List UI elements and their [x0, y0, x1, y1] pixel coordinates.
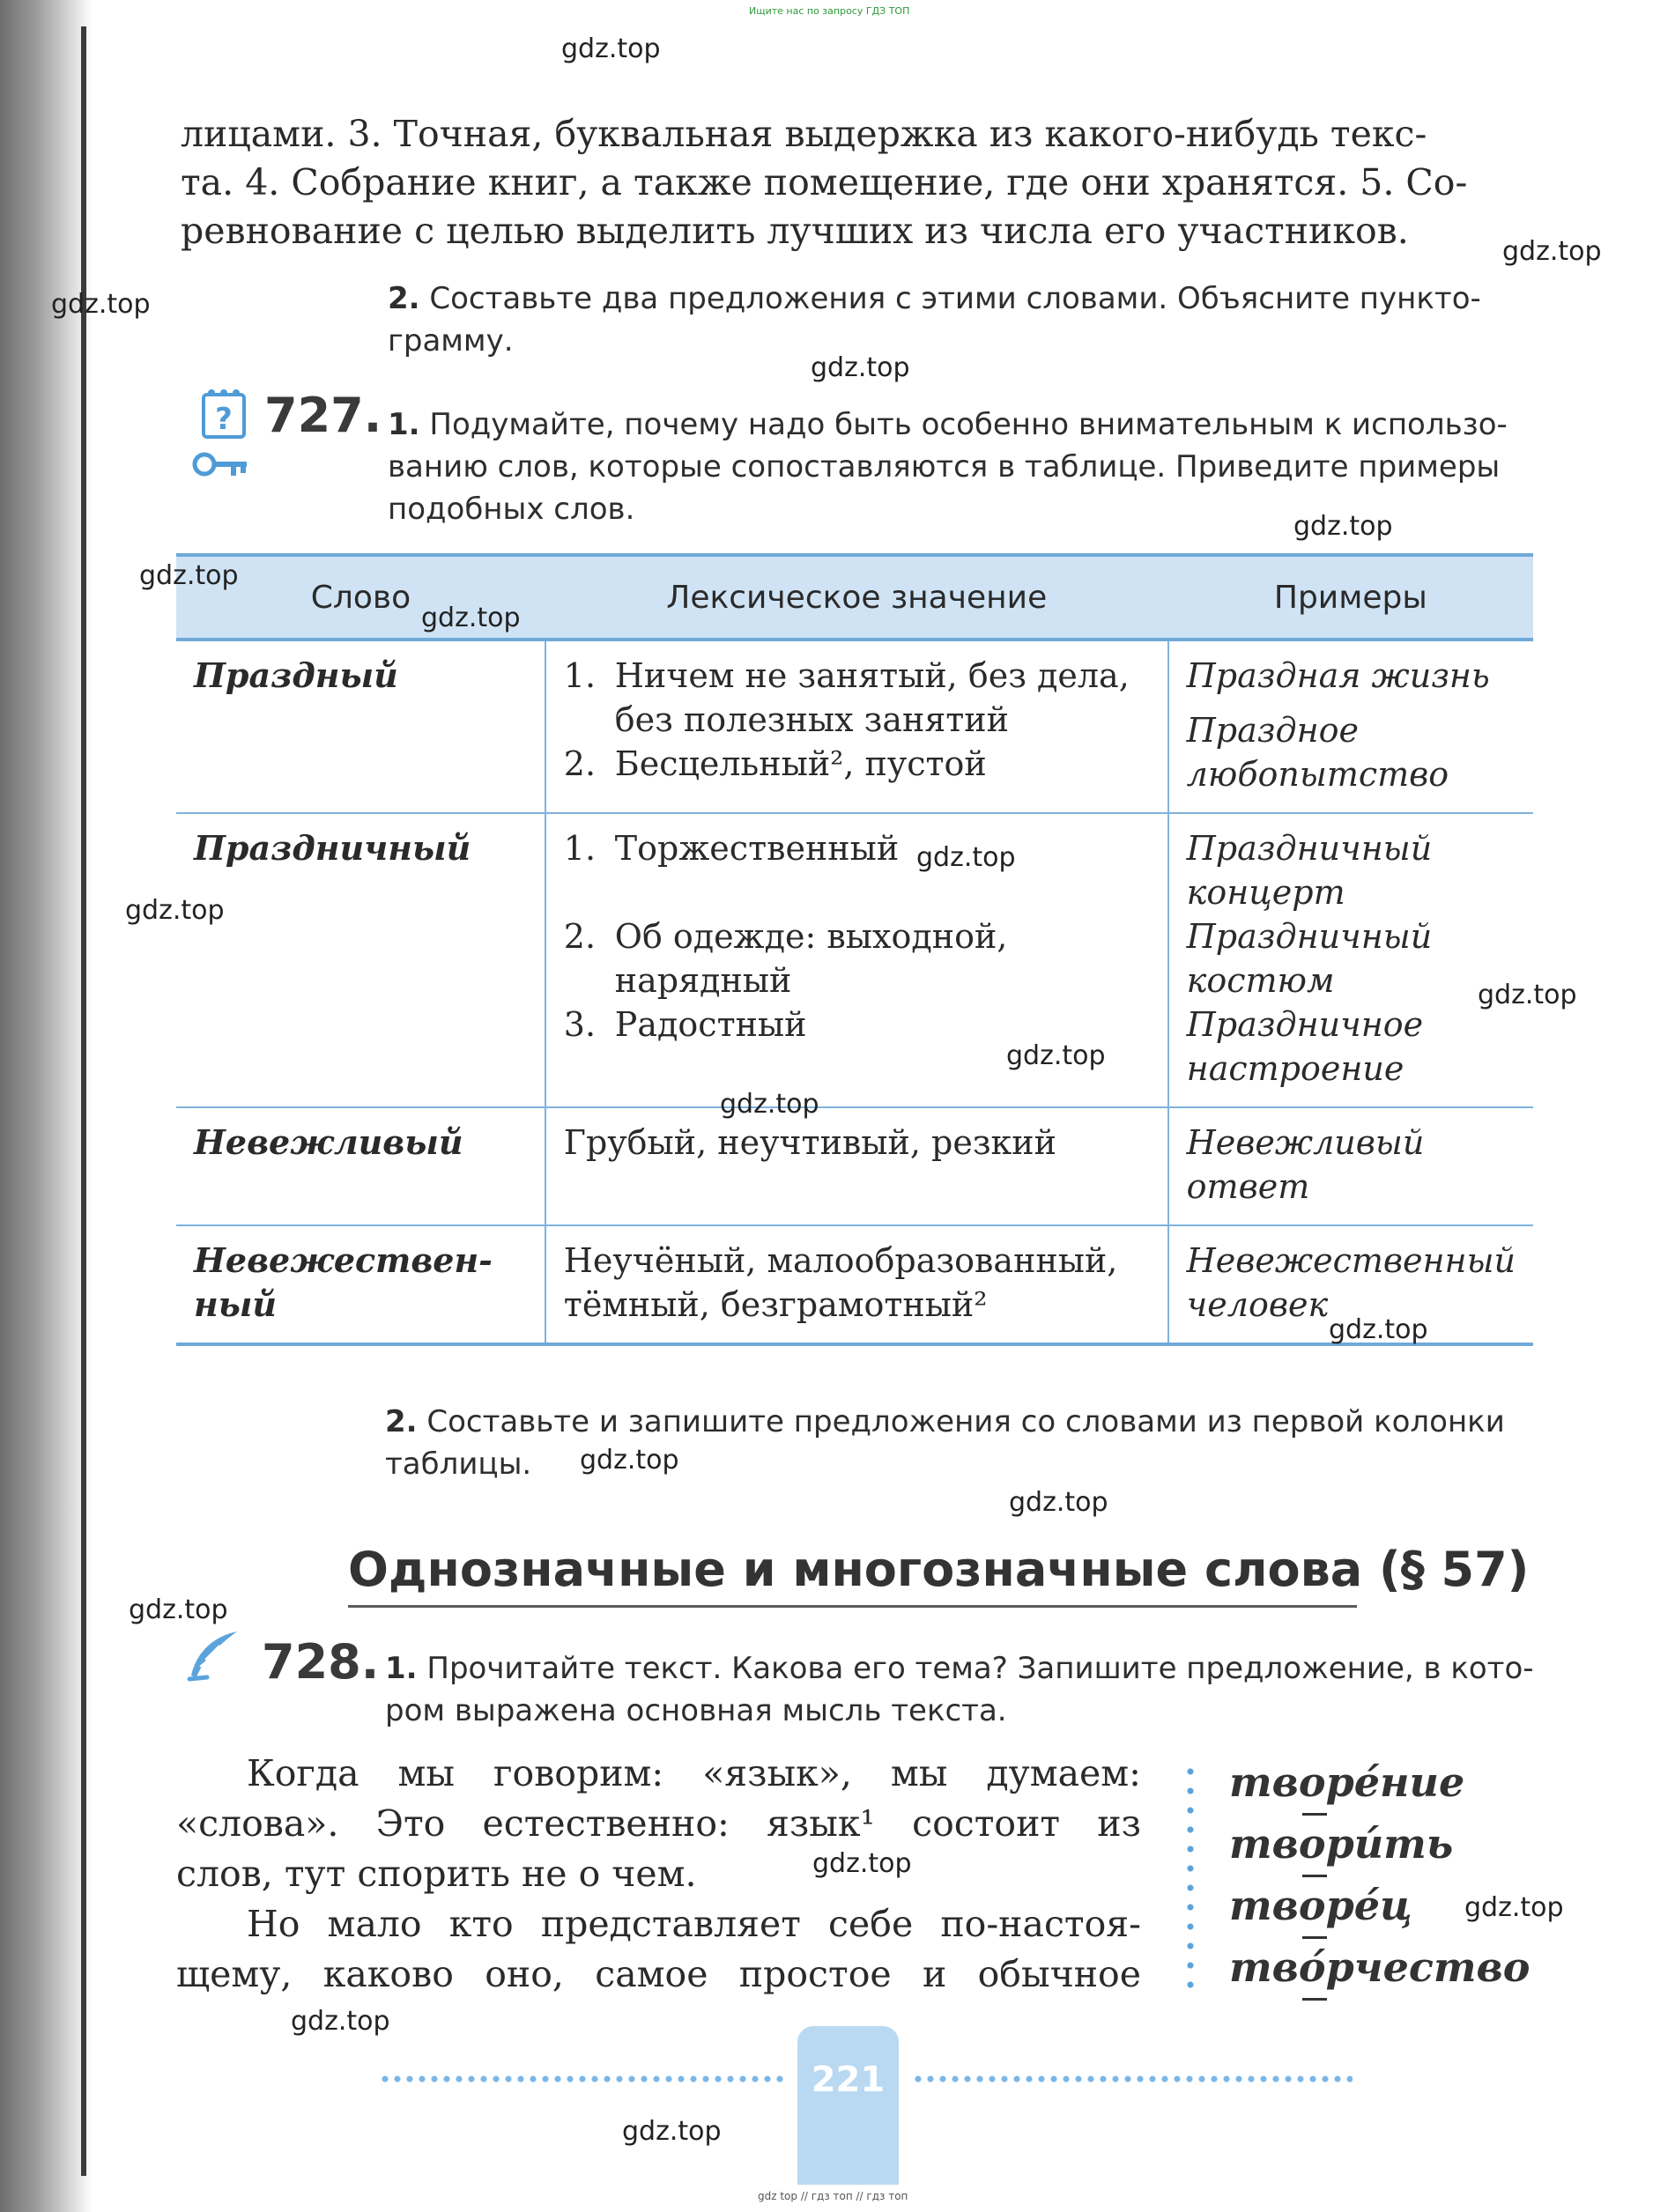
quill-pen-icon [181, 1628, 242, 1693]
watermark: gdz.top [720, 1089, 819, 1120]
table-header-row [176, 555, 1533, 640]
watermark: gdz.top [125, 895, 225, 926]
example-line: концерт [1186, 873, 1345, 912]
cell-examples [1168, 1107, 1533, 1225]
cell-examples [1168, 640, 1533, 813]
meaning-line: Грубый, неучтивый, резкий [563, 1123, 1056, 1162]
word-form: твори́ть [1229, 1820, 1454, 1868]
text-line: «слова». Это естественно: язык¹ состоит из [176, 1802, 1141, 1845]
svg-text:?: ? [215, 402, 233, 437]
example-line: любопытство [1186, 755, 1449, 794]
root-underline [1302, 1813, 1327, 1816]
watermark: gdz.top [1006, 1040, 1106, 1071]
watermark: gdz.top [129, 1594, 228, 1625]
example-line: Праздничный [1186, 917, 1433, 956]
cell-word: Невежливый [176, 1107, 545, 1225]
meaning-number: 3. [563, 1005, 597, 1044]
text-line: щему, каково оно, самое простое и обычное [176, 1953, 1141, 1995]
page-number-tab [797, 2026, 899, 2185]
meaning-line: тёмный, безграмотный² [563, 1285, 988, 1324]
cell-word [176, 1225, 545, 1344]
watermark: gdz.top [622, 2116, 722, 2147]
example-line: ответ [1186, 1167, 1310, 1206]
watermark: gdz.top [580, 1445, 679, 1476]
meaning-number: 1. [563, 656, 597, 695]
task-number: 2. [385, 1404, 418, 1439]
root-underline [1302, 1998, 1327, 2001]
book-spine-edge [81, 26, 86, 2176]
table-row [176, 1107, 1533, 1225]
meaning-line: Об одежде: выходной, [614, 917, 1008, 956]
watermark: gdz.top [139, 560, 239, 591]
task-line: Прочитайте текст. Какова его тема? Запишите предложение, в кото- [426, 1651, 1534, 1686]
task-line: ром выражена основная мысль текста. [385, 1693, 1007, 1728]
task-number: 2. [388, 281, 420, 316]
search-hint: Ищите нас по запросу ГДЗ ТОП [749, 5, 910, 17]
task-number: 1. [385, 1651, 418, 1686]
footer-dots-left [379, 2075, 789, 2083]
word-form: творе́ц [1229, 1882, 1412, 1929]
cell-meaning [545, 1225, 1168, 1344]
example-line: Праздная жизнь [1186, 656, 1490, 695]
exercise-727-number: 727. [264, 388, 382, 443]
word-meaning-table [176, 553, 1533, 1346]
meaning-line: нарядный [614, 961, 792, 1000]
intro-line: лицами. 3. Точная, буквальная выдержка из какого-нибудь текс- [181, 113, 1427, 155]
text-line: Но мало кто представляет себе по-настоя- [247, 1903, 1141, 1945]
task-line: Составьте и запишите предложения со словами из первой колонки [426, 1404, 1505, 1439]
watermark: gdz.top [1464, 1892, 1564, 1923]
watermark: gdz.top [1502, 236, 1602, 267]
meaning-line: Бесцельный², пустой [614, 744, 987, 783]
task-line: Подумайте, почему надо быть особенно внимательным к использо- [429, 407, 1508, 442]
section-title: Однозначные и многозначные слова (§ 57) [348, 1542, 1530, 1597]
watermark: gdz.top [291, 2006, 390, 2037]
watermark: gdz.top [421, 603, 521, 633]
meaning-line: без полезных занятий [614, 700, 1009, 739]
meaning-number: 2. [563, 917, 597, 956]
text-line: слов, тут спорить не о чем. [176, 1853, 697, 1895]
meaning-line: Неучёный, малообразованный, [563, 1241, 1118, 1280]
cell-meaning [545, 1107, 1168, 1225]
root-underline [1302, 1936, 1327, 1939]
example-line: Праздничное [1186, 1005, 1424, 1044]
cell-word: Праздный [176, 640, 545, 813]
meaning-line: Ничем не занятый, без дела, [614, 656, 1130, 695]
task-line: Составьте два предложения с этими словами. Объясните пункто- [429, 281, 1481, 316]
intro-paragraph [181, 110, 1546, 255]
watermark: gdz.top [561, 33, 661, 64]
text-line: Когда мы говорим: «язык», мы думаем: [247, 1752, 1141, 1794]
task-line: грамму. [388, 323, 514, 359]
intro-line: та. 4. Собрание книг, а также помещение, где они хранятся. 5. Со- [181, 161, 1468, 203]
watermark: gdz.top [51, 289, 151, 320]
footer-hint: gdz top // гдз топ // гдз топ [758, 2190, 908, 2202]
header-examples: Примеры [1168, 555, 1533, 640]
header-word: Слово [176, 555, 545, 640]
cell-examples [1168, 813, 1533, 1107]
table-row [176, 813, 1533, 1107]
word-line: Невежествен- [194, 1240, 493, 1280]
example-line: настроение [1186, 1049, 1404, 1088]
exercise-727-task-2 [385, 1401, 1548, 1485]
watermark: gdz.top [811, 352, 910, 383]
watermark: gdz.top [1478, 980, 1577, 1010]
footer-dots-right [912, 2075, 1353, 2083]
meaning-number: 1. [563, 829, 597, 868]
header-meaning: Лексическое значение [545, 555, 1168, 640]
task-number: 1. [388, 407, 420, 442]
word-line: ный [194, 1284, 277, 1324]
reading-text [176, 1749, 1141, 2000]
example-line: Праздное [1186, 711, 1359, 750]
exercise-728-number: 728. [262, 1634, 380, 1690]
task-line: ванию слов, которые сопоставляются в таблице. Приведите примеры [388, 449, 1501, 485]
watermark: gdz.top [916, 842, 1016, 873]
task-726-2 [388, 277, 1542, 362]
book-spine-shadow [0, 0, 93, 2212]
example-line: костюм [1186, 961, 1335, 1000]
task-line: подобных слов. [388, 492, 635, 527]
question-notepad-icon [201, 388, 247, 442]
cell-meaning [545, 640, 1168, 813]
word-form: творе́ние [1229, 1758, 1465, 1806]
task-line: таблицы. [385, 1446, 532, 1482]
meaning-line: Радостный [614, 1005, 807, 1044]
cell-word: Праздничный [176, 813, 545, 1107]
watermark: gdz.top [1329, 1314, 1428, 1345]
watermark: gdz.top [812, 1848, 912, 1879]
example-line: Невежественный [1186, 1241, 1516, 1280]
key-icon [192, 449, 250, 483]
root-underline [1302, 1875, 1327, 1877]
meaning-number: 2. [563, 744, 597, 783]
page-number: 221 [811, 2060, 886, 2100]
example-line: Невежливый [1186, 1123, 1425, 1162]
exercise-728-task-1 [385, 1647, 1548, 1732]
example-line: человек [1186, 1285, 1329, 1324]
section-title-underline [348, 1605, 1357, 1608]
intro-line: ревнование с целью выделить лучших из числа его участников. [181, 210, 1409, 252]
example-line: Праздничный [1186, 829, 1433, 868]
table-row [176, 640, 1533, 813]
dotted-separator [1186, 1762, 1195, 1995]
watermark: gdz.top [1009, 1487, 1108, 1518]
meaning-line: Торжественный [614, 829, 900, 868]
word-form: тво́рчество [1229, 1943, 1530, 1991]
watermark: gdz.top [1293, 511, 1393, 542]
